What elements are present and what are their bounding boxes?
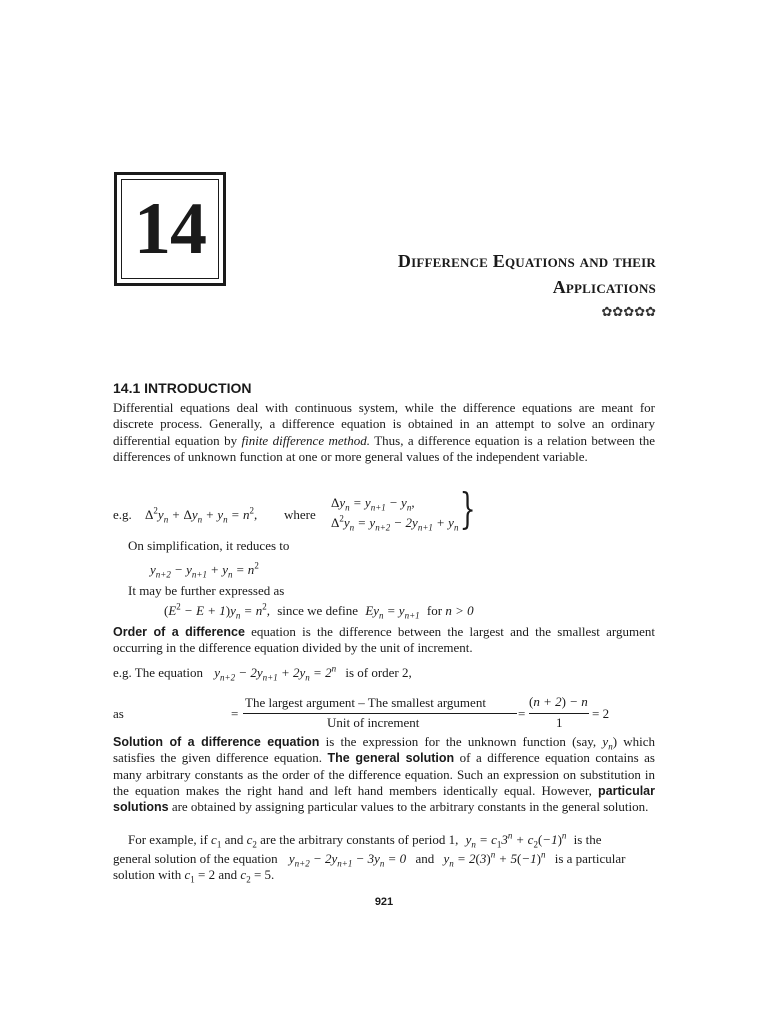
definition-delta: $\Delta y_n = y_{n+1} - y_n$, — [331, 495, 415, 513]
definition-delta2: $\Delta^2y_n = y_{n+2} - 2y_{n+1} + y_n$ — [331, 513, 459, 533]
as-label: as — [113, 706, 124, 721]
example-2-is-the: is the — [573, 832, 602, 847]
order-paragraph — [113, 624, 655, 657]
result-numerator: (n + 2) − n — [529, 694, 588, 709]
simplification-text: On simplification, it reduces to — [128, 538, 290, 553]
c2-value: $c_2 = 5$ — [240, 867, 272, 885]
for-text: for — [426, 603, 443, 618]
fraction-numerator: The largest argument – The smallest argument — [245, 695, 486, 710]
solution-text-1: is the expression for the unknown function (say, — [319, 734, 603, 749]
example-2-text-b: are the arbitrary constants of period 1, — [260, 832, 459, 847]
c1: $c_1$ — [211, 832, 222, 850]
solution-text-2: of a difference equation contains as many arbitrary constants as the order of the difference equation. Such an expression on substitution in the equation makes the right hand and left hand members identically equal. However, — [113, 750, 655, 798]
chapter-title — [398, 248, 656, 300]
chapter-title-line-1: Difference Equations and their — [397, 251, 656, 271]
example-2-and-2: and — [415, 851, 435, 866]
condition: n > 0 — [445, 603, 474, 618]
example-2-line-3 — [113, 867, 274, 883]
intro-paragraph — [113, 400, 655, 465]
example-2-equation: $y_{n+2} - 2y_{n+1} - 3y_n = 0$ — [288, 851, 407, 869]
example-2-text-d: is a particular — [554, 851, 626, 866]
page-number: 921 — [374, 896, 394, 908]
where-label: where — [284, 507, 316, 522]
example-2-text-a: For example, if — [128, 832, 208, 847]
order-example-line — [113, 665, 412, 681]
result-bar — [529, 713, 589, 714]
equation-1: $\Delta^2y_n + \Delta y_n + y_n = n^2$, — [145, 505, 258, 525]
c2: $c_2$ — [246, 832, 257, 850]
section-heading: 14.1 INTRODUCTION — [113, 380, 252, 396]
order-text: equation is the difference between the largest and the smallest argument occurring in the difference equation divided by the unit of increment. — [113, 624, 655, 656]
general-solution-term: The general solution — [327, 751, 455, 766]
solution-term: Solution of a difference equation — [113, 735, 320, 749]
intro-text-b: Thus, a difference equation is a relation between the differences of unknown function at one or more general values of the independent variable. — [113, 432, 655, 464]
chapter-number-box — [114, 172, 226, 286]
particular-solutions-term: particular solutions — [113, 783, 655, 815]
example-2-line-2 — [113, 851, 625, 867]
example-2-period: . — [271, 867, 275, 882]
general-solution-formula: $y_n = c_13^n + c_2(-1)^n$ — [465, 830, 567, 850]
chapter-title-line-2: Applications — [552, 277, 656, 297]
solution-text-1b: ) which satisfies the given difference equation. — [113, 734, 656, 766]
right-brace: } — [459, 484, 476, 533]
example-1-line — [113, 507, 257, 523]
result-value: = 2 — [592, 706, 610, 721]
order-term: Order of a difference — [113, 625, 245, 639]
example-2-text-e: solution with — [113, 867, 182, 882]
equals-sign-1: = — [231, 706, 239, 721]
intro-italic: finite difference method. — [241, 432, 371, 448]
intro-text-a: Differential equations deal with continuous system, while the difference equations are meant for discrete process. Generally, a difference equation is obtained in an attempt to solve an ordinary differential equation by — [113, 400, 655, 448]
order-example-equation: $y_{n+2} - 2y_{n+1} + 2y_n = 2^n$ — [214, 663, 337, 683]
shift-definition: $Ey_n = y_{n+1}$ — [365, 603, 420, 621]
chapter-number: 14 — [134, 188, 206, 270]
example-2-and: and — [224, 832, 244, 847]
equation-simplified: $y_{n+2} - y_{n+1} + y_n = n^2$ — [150, 560, 259, 580]
since-text: since we define — [277, 603, 359, 618]
solution-paragraph — [113, 734, 655, 815]
operator-form-line — [164, 603, 474, 619]
order-example-prefix: e.g. The equation — [113, 665, 204, 680]
ornament-icon: ✿✿✿✿✿ — [601, 305, 656, 320]
further-text: It may be further expressed as — [128, 583, 285, 598]
equation-operator: $(E^2 - E + 1)y_n = n^2$, — [164, 601, 270, 621]
example-2-text-e2: and — [218, 867, 238, 882]
fraction-denominator: Unit of increment — [327, 715, 420, 730]
example-2-line-1 — [128, 832, 601, 848]
order-example-suffix: is of order 2, — [345, 665, 412, 680]
chapter-number-box-inner — [121, 179, 219, 279]
eg-label: e.g. — [113, 507, 132, 522]
solution-yn: $y_n$ — [602, 734, 613, 752]
fraction-bar — [243, 713, 517, 714]
equals-sign-2: = — [518, 706, 526, 721]
example-2-text-c: general solution of the equation — [113, 851, 278, 866]
c1-value: $c_1 = 2$ — [184, 867, 216, 885]
solution-text-3: are obtained by assigning particular values to the arbitrary constants in the general solution. — [168, 799, 649, 815]
particular-solution-formula: $y_n = 2(3)^n + 5(-1)^n$ — [443, 849, 546, 869]
result-denominator: 1 — [556, 715, 563, 730]
